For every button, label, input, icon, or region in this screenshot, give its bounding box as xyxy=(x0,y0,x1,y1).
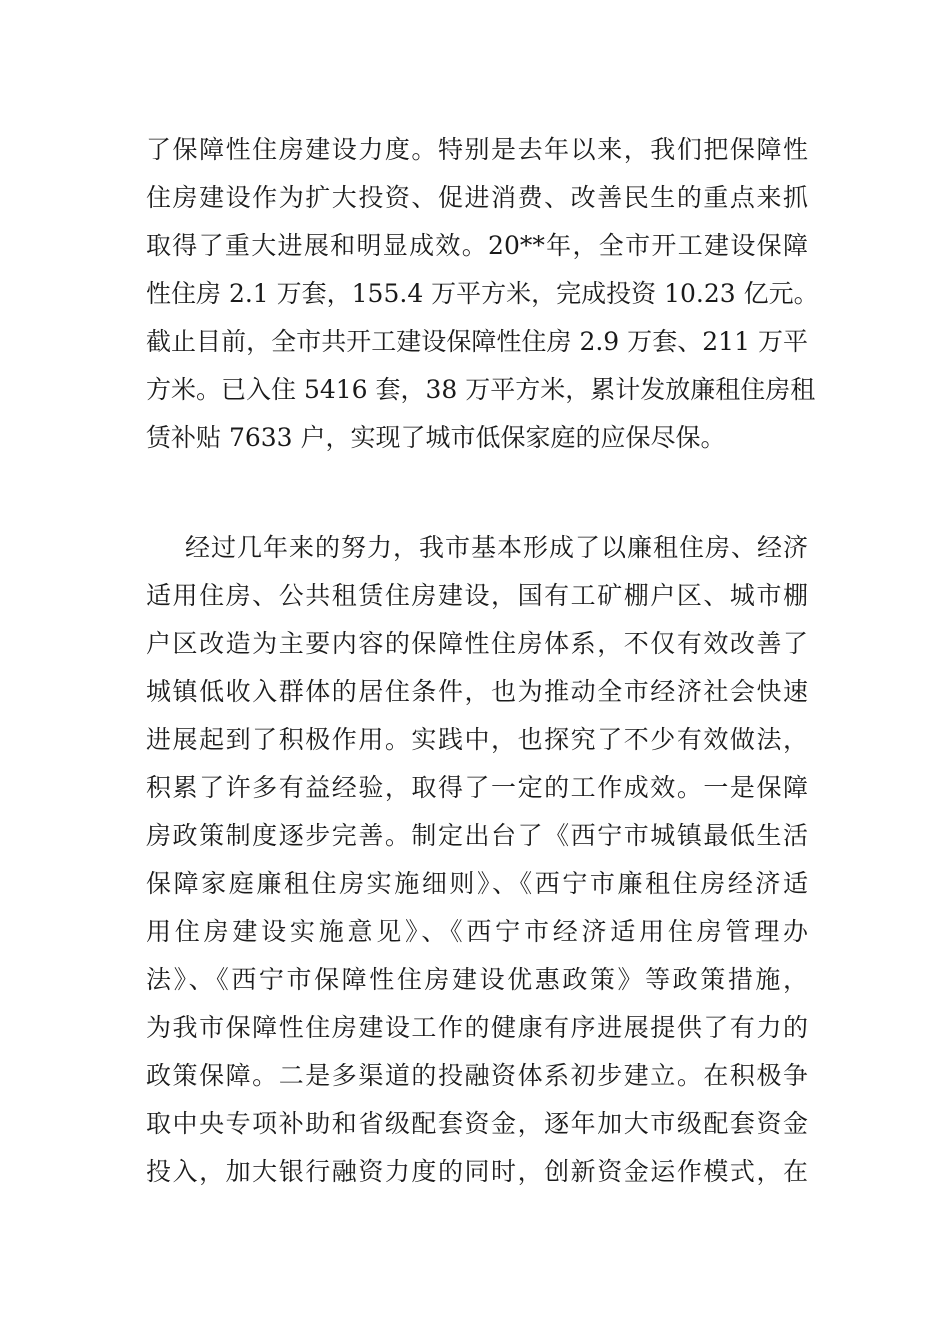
paragraph-line: 城镇低收入群体的居住条件，也为推动全市经济社会快速 xyxy=(146,677,808,706)
paragraph-line: 进展起到了积极作用。实践中，也探究了不少有效做法， xyxy=(146,725,808,754)
paragraph-line: 适用住房、公共租赁住房建设，国有工矿棚户区、城市棚 xyxy=(146,581,808,610)
paragraph-line: 截止目前，全市共开工建设保障性住房 2.9 万套、211 万平 xyxy=(146,327,808,356)
paragraph-line: 取中央专项补助和省级配套资金，逐年加大市级配套资金 xyxy=(146,1109,808,1138)
paragraph-line: 方米。已入住 5416 套，38 万平方米，累计发放廉租住房租 xyxy=(146,375,816,404)
paragraph-line: 户区改造为主要内容的保障性住房体系，不仅有效改善了 xyxy=(146,629,808,658)
paragraph-line xyxy=(146,1198,808,1242)
paragraph-line: 保障家庭廉租住房实施细则》、《西宁市廉租住房经济适 xyxy=(146,869,808,898)
paragraph-line: 为我市保障性住房建设工作的健康有序进展提供了有力的 xyxy=(146,1013,808,1042)
paragraph-line: 取得了重大进展和明显成效。20**年，全市开工建设保障 xyxy=(146,231,808,260)
paragraph-line: 投入，加大银行融资力度的同时，创新资金运作模式，在 xyxy=(146,1157,808,1186)
paragraph-line: 赁补贴 7633 户，实现了城市低保家庭的应保尽保。 xyxy=(146,423,726,452)
paragraph-line: 用住房建设实施意见》、《西宁市经济适用住房管理办 xyxy=(146,917,808,946)
paragraph-line: 房政策制度逐步完善。制定出台了《西宁市城镇最低生活 xyxy=(146,821,808,850)
paragraph-line: 经过几年来的努力，我市基本形成了以廉租住房、经济 xyxy=(185,533,808,562)
paragraph-line: 政策保障。二是多渠道的投融资体系初步建立。在积极争 xyxy=(146,1061,808,1090)
paragraph-line: 了保障性住房建设力度。特别是去年以来，我们把保障性 xyxy=(146,135,808,164)
paragraph-line: 积累了许多有益经验，取得了一定的工作成效。一是保障 xyxy=(146,773,808,802)
paragraph-line: 法》、《西宁市保障性住房建设优惠政策》等政策措施， xyxy=(146,965,808,994)
paragraph-line: 性住房 2.1 万套，155.4 万平方米，完成投资 10.23 亿元。 xyxy=(146,279,819,308)
paragraph-line: 住房建设作为扩大投资、促进消费、改善民生的重点来抓 xyxy=(146,183,808,212)
